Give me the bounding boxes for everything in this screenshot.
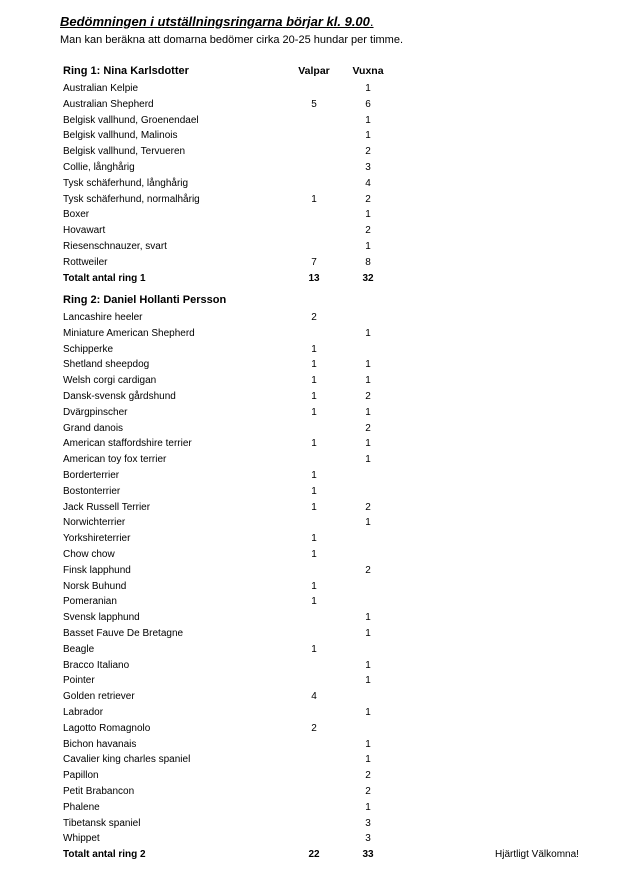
valpar-count: 1 bbox=[311, 485, 317, 497]
valpar-count: 7 bbox=[311, 256, 317, 268]
vuxna-count: 2 bbox=[365, 225, 371, 237]
table-row bbox=[63, 547, 383, 563]
breed-name: Grand danois bbox=[63, 422, 124, 434]
breed-name: Finsk lapphund bbox=[63, 564, 131, 576]
table-row bbox=[63, 342, 383, 358]
table-row bbox=[63, 97, 383, 113]
ring-1-rows bbox=[63, 81, 383, 271]
breed-name: Borderterrier bbox=[63, 469, 120, 481]
table-row bbox=[63, 673, 383, 689]
breed-name: Boxer bbox=[63, 209, 90, 221]
table-row bbox=[63, 594, 383, 610]
ring-2-rows bbox=[63, 310, 383, 847]
vuxna-count: 1 bbox=[365, 675, 371, 687]
judging-rate-note: Man kan beräkna att domarna bedömer cirka 20-25 hundar per timme. bbox=[60, 34, 404, 46]
vuxna-count: 4 bbox=[365, 177, 371, 189]
table-row bbox=[63, 658, 383, 674]
breed-name: Pointer bbox=[63, 675, 95, 687]
valpar-count: 2 bbox=[311, 312, 317, 323]
valpar-count: 1 bbox=[311, 501, 317, 513]
table-row bbox=[63, 531, 383, 547]
valpar-count: 1 bbox=[311, 548, 317, 560]
breed-name: Schipperke bbox=[63, 343, 114, 355]
valpar-count: 1 bbox=[311, 533, 317, 545]
table-row bbox=[63, 239, 383, 255]
table-row bbox=[63, 484, 383, 500]
vuxna-count: 1 bbox=[365, 801, 371, 813]
valpar-count: 1 bbox=[311, 438, 317, 450]
vuxna-count: 1 bbox=[365, 627, 371, 639]
vuxna-count: 2 bbox=[365, 501, 371, 513]
breed-name: Dansk-svensk gårdshund bbox=[63, 390, 176, 402]
welcome-text: Hjärtligt Välkomna! bbox=[495, 849, 579, 860]
table-row bbox=[63, 207, 383, 223]
vuxna-count: 1 bbox=[365, 659, 371, 671]
breed-name: Riesenschnauzer, svart bbox=[63, 240, 167, 252]
ring-2-total-valpar: 22 bbox=[308, 849, 320, 861]
valpar-count: 1 bbox=[311, 580, 317, 592]
breed-name: Labrador bbox=[63, 706, 104, 718]
table-row bbox=[63, 689, 383, 705]
table-row bbox=[63, 816, 383, 832]
table-row bbox=[63, 389, 383, 405]
breed-name: Miniature American Shepherd bbox=[63, 327, 195, 339]
valpar-count: 1 bbox=[311, 193, 317, 205]
vuxna-count: 2 bbox=[365, 146, 371, 158]
breed-name: Belgisk vallhund, Groenendael bbox=[63, 114, 199, 126]
table-row bbox=[63, 784, 383, 800]
vuxna-count: 1 bbox=[365, 406, 371, 418]
breed-name: Tysk schäferhund, normalhårig bbox=[63, 193, 200, 205]
vuxna-count: 2 bbox=[365, 422, 371, 434]
table-row bbox=[63, 721, 383, 737]
valpar-count: 1 bbox=[311, 596, 317, 608]
vuxna-count: 1 bbox=[365, 454, 371, 466]
breed-name: Tibetansk spaniel bbox=[63, 817, 141, 829]
ring-1-total-vuxna: 32 bbox=[362, 272, 374, 284]
ring-2-title: Ring 2: Daniel Hollanti Persson bbox=[63, 294, 227, 306]
table-row bbox=[63, 705, 383, 721]
ring-2-total-row bbox=[63, 847, 383, 863]
vuxna-count: 1 bbox=[365, 83, 371, 94]
ring-1-total-valpar: 13 bbox=[308, 272, 320, 284]
vuxna-count: 1 bbox=[365, 327, 371, 339]
page-title bbox=[60, 14, 374, 29]
breed-name: Australian Kelpie bbox=[63, 83, 139, 94]
breed-name: Welsh corgi cardigan bbox=[63, 375, 157, 387]
vuxna-count: 1 bbox=[365, 114, 371, 126]
breed-name: Norwichterrier bbox=[63, 517, 126, 529]
table-row bbox=[63, 579, 383, 595]
valpar-count: 2 bbox=[311, 722, 317, 734]
table-row bbox=[63, 373, 383, 389]
table-row bbox=[63, 752, 383, 768]
breed-name: Bichon havanais bbox=[63, 738, 137, 750]
vuxna-count: 2 bbox=[365, 770, 371, 782]
breed-name: Beagle bbox=[63, 643, 95, 655]
table-row bbox=[63, 436, 383, 452]
breed-name: Rottweiler bbox=[63, 256, 108, 268]
vuxna-count: 1 bbox=[365, 240, 371, 252]
ring-2-total-vuxna: 33 bbox=[362, 849, 374, 861]
breed-name: Basset Fauve De Bretagne bbox=[63, 627, 184, 639]
valpar-column-header: Valpar bbox=[298, 65, 330, 77]
breed-name: American staffordshire terrier bbox=[63, 438, 192, 450]
table-row bbox=[63, 421, 383, 437]
table-row bbox=[63, 737, 383, 753]
vuxna-count: 1 bbox=[365, 130, 371, 142]
vuxna-count: 1 bbox=[365, 612, 371, 624]
table-row bbox=[63, 610, 383, 626]
table-row bbox=[63, 468, 383, 484]
valpar-count: 1 bbox=[311, 375, 317, 387]
valpar-count: 5 bbox=[311, 98, 317, 110]
breed-name: Tysk schäferhund, långhårig bbox=[63, 177, 189, 189]
ring-1-total-row bbox=[63, 271, 383, 287]
table-row bbox=[63, 452, 383, 468]
ring-2-header bbox=[63, 291, 383, 310]
breed-name: Lagotto Romagnolo bbox=[63, 722, 151, 734]
breed-name: Australian Shepherd bbox=[63, 98, 154, 110]
breed-name: Jack Russell Terrier bbox=[63, 501, 151, 513]
breed-name: Papillon bbox=[63, 770, 99, 782]
breed-name: Chow chow bbox=[63, 548, 115, 560]
valpar-count: 1 bbox=[311, 643, 317, 655]
table-row bbox=[63, 405, 383, 421]
table-row bbox=[63, 831, 383, 847]
breed-name: Svensk lapphund bbox=[63, 612, 140, 624]
table-row bbox=[63, 176, 383, 192]
breed-name: Hovawart bbox=[63, 225, 106, 237]
vuxna-count: 1 bbox=[365, 375, 371, 387]
table-row bbox=[63, 144, 383, 160]
table-row bbox=[63, 192, 383, 208]
breed-name: American toy fox terrier bbox=[63, 454, 167, 466]
breed-name: Petit Brabancon bbox=[63, 785, 135, 797]
ring-2-total-label: Totalt antal ring 2 bbox=[63, 849, 146, 861]
valpar-count: 1 bbox=[311, 343, 317, 355]
table-row bbox=[63, 255, 383, 271]
ring-1-table bbox=[63, 62, 383, 286]
page-title-punct: . bbox=[369, 14, 374, 29]
vuxna-count: 1 bbox=[365, 754, 371, 766]
vuxna-count: 1 bbox=[365, 438, 371, 450]
ring-1-total-label: Totalt antal ring 1 bbox=[63, 272, 146, 284]
vuxna-count: 1 bbox=[365, 517, 371, 529]
vuxna-column-header: Vuxna bbox=[352, 65, 384, 77]
page-title-text: Bedömningen i utställningsringarna börjar kl. 9.00 bbox=[60, 14, 370, 29]
breed-name: Cavalier king charles spaniel bbox=[63, 754, 191, 766]
vuxna-count: 2 bbox=[365, 390, 371, 402]
table-row bbox=[63, 768, 383, 784]
table-row bbox=[63, 500, 383, 516]
breed-name: Belgisk vallhund, Malinois bbox=[63, 130, 178, 142]
breed-name: Golden retriever bbox=[63, 691, 135, 703]
table-row bbox=[63, 515, 383, 531]
table-row bbox=[63, 310, 383, 326]
ring-1-header bbox=[63, 62, 383, 81]
breed-name: Bostonterrier bbox=[63, 485, 121, 497]
valpar-count: 1 bbox=[311, 406, 317, 418]
ring-2-table bbox=[63, 291, 383, 863]
breed-name: Yorkshireterrier bbox=[63, 533, 131, 545]
vuxna-count: 2 bbox=[365, 193, 371, 205]
breed-name: Bracco Italiano bbox=[63, 659, 130, 671]
breed-name: Belgisk vallhund, Tervueren bbox=[63, 146, 186, 158]
table-row bbox=[63, 223, 383, 239]
vuxna-count: 2 bbox=[365, 564, 371, 576]
table-row bbox=[63, 642, 383, 658]
table-row bbox=[63, 563, 383, 579]
valpar-count: 1 bbox=[311, 359, 317, 371]
breed-name: Shetland sheepdog bbox=[63, 359, 150, 371]
vuxna-count: 1 bbox=[365, 738, 371, 750]
vuxna-count: 3 bbox=[365, 817, 371, 829]
vuxna-count: 3 bbox=[365, 161, 371, 173]
breed-name: Norsk Buhund bbox=[63, 580, 127, 592]
vuxna-count: 6 bbox=[365, 98, 371, 110]
valpar-count: 1 bbox=[311, 390, 317, 402]
breed-name: Dvärgpinscher bbox=[63, 406, 128, 418]
valpar-count: 4 bbox=[311, 691, 317, 703]
vuxna-count: 8 bbox=[365, 256, 371, 268]
table-row bbox=[63, 160, 383, 176]
vuxna-count: 1 bbox=[365, 706, 371, 718]
breed-name: Pomeranian bbox=[63, 596, 117, 608]
table-row bbox=[63, 626, 383, 642]
breed-name: Whippet bbox=[63, 833, 100, 845]
vuxna-count: 1 bbox=[365, 359, 371, 371]
ring-1-title: Ring 1: Nina Karlsdotter bbox=[63, 65, 189, 77]
vuxna-count: 3 bbox=[365, 833, 371, 845]
table-row bbox=[63, 128, 383, 144]
vuxna-count: 2 bbox=[365, 785, 371, 797]
table-row bbox=[63, 800, 383, 816]
table-row bbox=[63, 113, 383, 129]
table-row bbox=[63, 326, 383, 342]
table-row bbox=[63, 357, 383, 373]
breed-name: Phalene bbox=[63, 801, 100, 813]
vuxna-count: 1 bbox=[365, 209, 371, 221]
breed-name: Collie, långhårig bbox=[63, 161, 135, 173]
valpar-count: 1 bbox=[311, 469, 317, 481]
table-row bbox=[63, 81, 383, 97]
breed-name: Lancashire heeler bbox=[63, 312, 143, 323]
